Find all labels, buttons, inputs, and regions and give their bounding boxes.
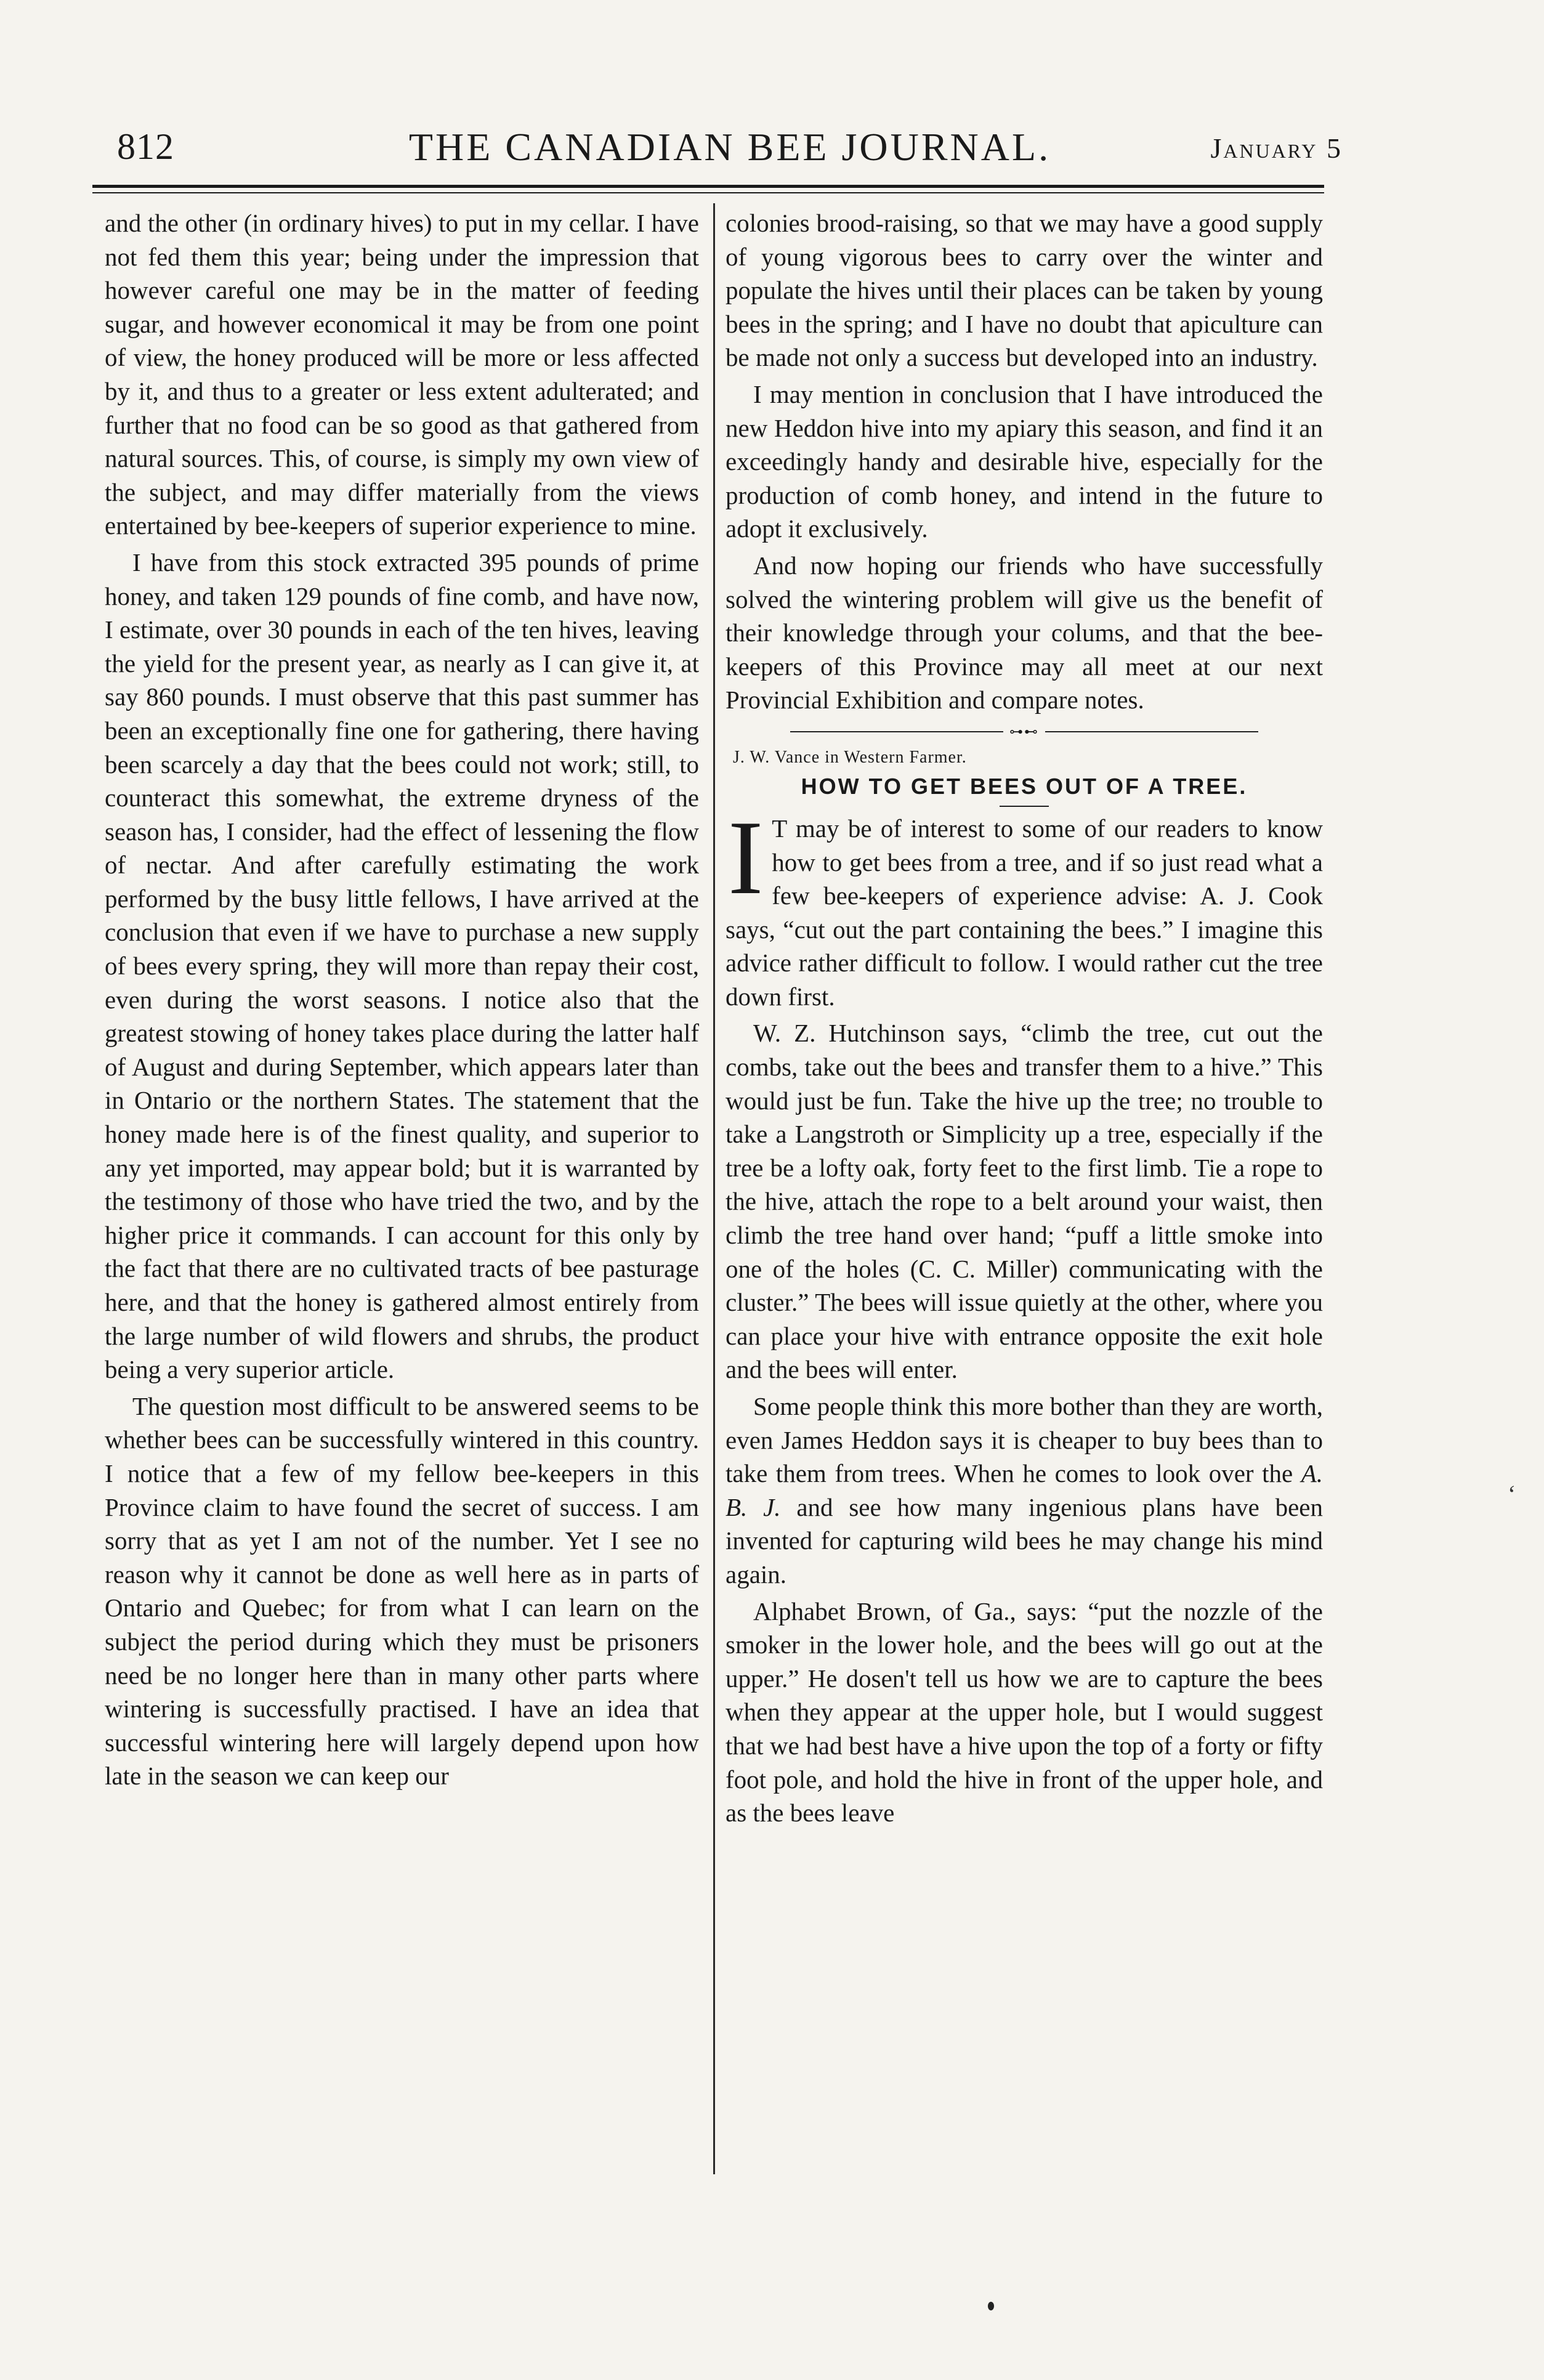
left-column — [105, 206, 699, 1796]
journal-abbreviation: A. B. J. — [726, 1459, 1323, 1521]
paragraph: I may mention in conclusion that I have introduced the new Heddon hive into my apiary this season, and find it an exceedingly handy and desirable hive, especially for the production of comb honey, and intend in the future to adopt it exclusively. — [726, 379, 1323, 543]
paragraph-text: Some people think this more bother than they are worth, even James Heddon says it is cheaper to buy bees than to take them from trees. When he comes to look over the — [726, 1392, 1323, 1488]
margin-mark: ‘ — [1508, 1480, 1516, 1508]
column-divider — [713, 203, 715, 2174]
article-source: J. W. Vance in Western Farmer. — [733, 747, 967, 767]
paragraph: and the other (in ordinary hives) to put in my cellar. I have not fed them this year; being under the impression that however careful one may be in the matter of feeding sugar, and however economical it may be from one point of view, the honey produced will be more or less affected by it, and thus to a greater or less extent adulterated; and further that no food can be so good as that gathered from natural sources. This, of course, is simply my own view of the subject, and may differ materially from the views entertained by bee-keepers of superior experience to mine. — [105, 209, 699, 540]
paragraph: colonies brood-raising, so that we may have a good supply of young vigorous bees to carry over the winter and populate the hives until their places can be taken by young bees in the spring; and I have no doubt that apiculture can be made not only a success but developed into an industry. — [726, 209, 1323, 372]
divider-ornament: ⊶⊷ — [1003, 724, 1045, 739]
page-header — [117, 117, 1343, 179]
bottom-mark — [988, 2302, 994, 2310]
paragraph: Alphabet Brown, of Ga., says: “put the nozzle of the smoker in the lower hole, and the bees will go out at the upper.” He dosen't tell us how we are to capture the bees when they appear at the upper hole, but I would suggest that we had best have a hive upon the top of a forty or fifty foot pole, and hold the hive in front of the upper hole, and as the bees leave — [726, 1597, 1323, 1827]
header-rule-thin — [92, 192, 1324, 193]
dropcap-paragraph-text: T may be of interest to some of our readers to know how to get bees from a tree, and if so just read what a few bee-keepers of experience advise: A. J. Cook says, “cut out the part containing the bees.” I imagine this advice rather difficult to follow. I would rather cut the tree down first. — [726, 814, 1323, 1011]
drop-cap: I — [728, 799, 764, 917]
paragraph: And now hoping our friends who have successfully solved the wintering problem will give us the benefit of their knowledge through your colums, and that the bee-keepers of this Province may all meet at our next Provincial Exhibition and compare notes. — [726, 551, 1323, 714]
ornamental-divider — [790, 724, 1258, 739]
paragraph-with-dropcap — [726, 799, 1323, 1014]
title-rule — [1000, 806, 1049, 807]
paragraph — [726, 1390, 1323, 1592]
page-number: 812 — [117, 126, 174, 167]
paragraph: W. Z. Hutchinson says, “climb the tree, cut out the combs, take out the bees and transfer them to a hive.” This would just be fun. Take the hive up the tree; no trouble to take a Langstroth or Simplicity up a tree, especially if the tree be a lofty oak, forty feet to the first limb. Tie a rope to the hive, attach the rope to a belt around your waist, then climb the tree hand over hand; “puff a little smoke into one of the holes (C. C. Miller) communicating with the cluster.” The bees will issue quietly at the other, where you can place your hive with entrance opposite the exit hole and the bees will enter. — [726, 1019, 1323, 1384]
paragraph: The question most difficult to be answered seems to be whether bees can be successfully wintered in this country. I notice that a few of my fellow bee-keepers in this Province claim to have found the secret of success. I am sorry that as yet I am not of the number. Yet I see no reason why it cannot be done as well here as in parts of Ontario and Quebec; for from what I can learn on the subject the period during which they must be prisoners need be no longer here than in many other parts where wintering is successfully practised. I have an idea that successful wintering here will largely depend upon how late in the season we can keep our — [105, 1391, 699, 1791]
paragraph-text: and see how many ingenious plans have been invented for capturing wild bees he may change his mind again. — [726, 1492, 1323, 1589]
journal-title: THE CANADIAN BEE JOURNAL. — [408, 125, 1051, 169]
right-column — [726, 206, 1323, 1833]
header-rule-thick — [92, 185, 1324, 188]
article-title: HOW TO GET BEES OUT OF A TREE. — [801, 773, 1248, 799]
issue-date: January 5 — [1210, 132, 1343, 164]
paragraph: I have from this stock extracted 395 pounds of prime honey, and taken 129 pounds of fine comb, and have now, I estimate, over 30 pounds in each of the ten hives, leaving the yield for the present year, as nearly as I can give it, at say 860 pounds. I must observe that this past summer has been an exceptionally fine one for gathering, there having been scarcely a day that the bees could not work; still, to counteract this somewhat, the extreme dryness of the season has, I consider, had the effect of lessening the flow of nectar. And after carefully estimating the work performed by the busy little fellows, I have arrived at the conclusion that even if we have to purchase a new supply of bees every spring, they will more than repay their cost, even during the worst seasons. I notice also that the greatest stowing of honey takes place during the latter half of August and during September, which appears later than in Ontario or the northern States. The statement that the honey made here is of the finest quality, and superior to any yet imported, may appear bold; but it is warranted by the testimony of those who have tried the two, and by the higher price it commands. I can account for this only by the fact that there are no cultivated tracts of bee pasturage here, and that the honey is gathered almost entirely from the large number of wild flowers and shrubs, the product being a very superior article. — [105, 548, 699, 1384]
